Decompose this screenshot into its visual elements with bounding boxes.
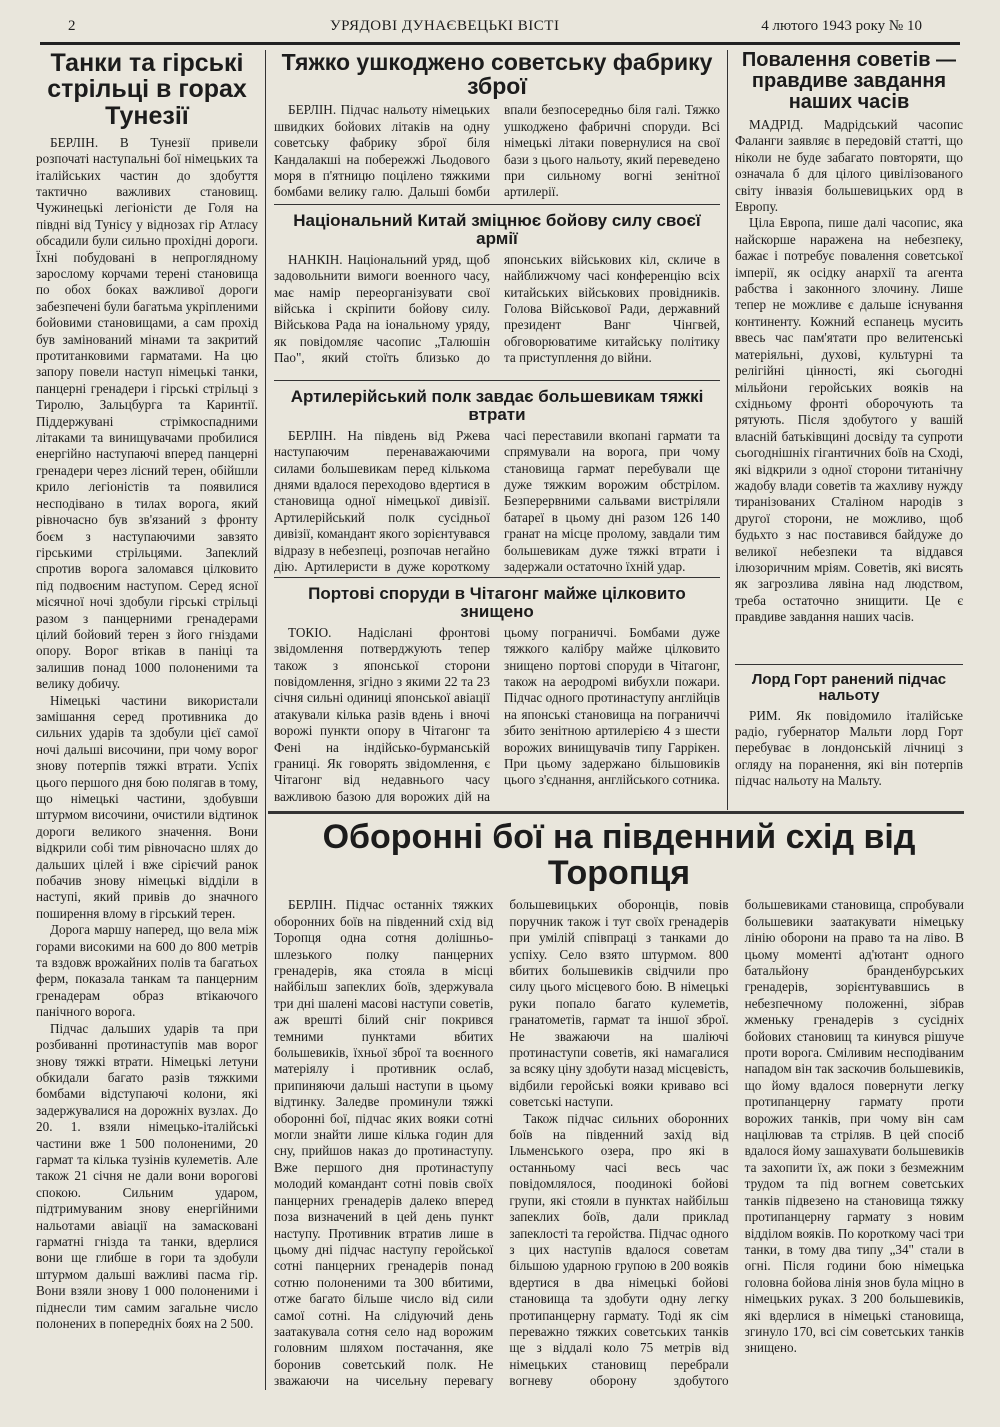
page-number: 2 bbox=[68, 18, 76, 34]
headline-chittagong: Портові споруди в Чітагонг майже цілковито знищено bbox=[308, 585, 686, 621]
tanks-paragraph-2: Німецькі частини використали замішання серед противника до сильних ударів та здобули цієї самої ночі дальші височини, при чому ворог знову потерпів тяжкі втрати. Успіх цього першого дня бою полягав в тому, що німецькі частини, здобувши штурмом височини, очистили відтинок дороги великого значення. Вони відкрили собі тим рівночасно шлях до дальших цілей і вже сірієчий ранок побачив знову німецькі відділи в наступі, який привів до значного поширення вломy в гірський терен. bbox=[36, 692, 258, 921]
page-header bbox=[40, 14, 960, 42]
toropets-paragraph-1: БЕРЛІН. Підчас останніх тяжких оборонних боїв на південний схід від Торопця одна сотня долішньо-шлезького полку панцерних гренадерів, яка стояла в місці найбільш запеклих боїв, здержувала три дні шалені масові наступи советів, аж врешті білий сніг покрився темними пунктами вбитих большевиків, їхньої зброї та воєнного матеріялу і противник ослаб, припиняючи дальші наступи в цьому відтинку. Заледве проминули тяжкі оборонні бої, підчас яких вояки сотні могли знайти лише кілька годин для сну, прийшов наказ до протинаступу. Вже першого дня протинаступу молодий командант сотні повів своїх панцерних гренадерів далеко вперед поза визначений в цей день пункт наступу. Противник втратив лише в цьому дні підчас наступу геройської сотні панцерних гренадерів понад сотню полоненими та 300 вбитими, отже багато більше число від сили самої сотні. На слідуючий день заатакувала сотня село над ворожим головним шляхом постачання, яке боронив советський полк. Не зважаючи на чисельну перевагу большевицьких оборонців, повів поручник також і тут своїх гренадерів при умілій співпраці з танками до успіху. Село взято штурмом. 800 вбитих большевиків свідчили про силу цього місцевого бою. В німецькі руки попало багато кулеметів, гранатометів, гармат та іншої зброї. Не зважаючи на шаліючі протинаступи советів, які намагалися за всяку ціну здобути назад місцевість, відбили геройські вояки криваво всі советські наступи. bbox=[274, 897, 729, 1389]
article-tanks bbox=[36, 50, 258, 1390]
rule-soviets bbox=[735, 664, 963, 665]
article-chittagong bbox=[274, 585, 720, 803]
issue-date: 4 лютого 1943 року № 10 bbox=[761, 18, 922, 34]
factory-text: БЕРЛІН. Підчас нальоту німецьких швидких бойових літаків на одну советську фабрику зброї біля Кандалакші на побережжі Льодового моря в п'ятницю поцілено тяжкими бомбами велику галю. Дальші бомби впали безпосередньо біля галі. Тяжко ушкоджено фабричні споруди. Всі німецькі літаки повернулися на свої бази з цього нальоту, який переведено при сильному вогні зенітної артилерії. bbox=[274, 102, 720, 200]
paper-title: УРЯДОВІ ДУНАЄВЕЦЬКІ ВІСТІ bbox=[330, 18, 560, 34]
tanks-paragraph-3: Дорога маршу наперед, що вела між горами високими на 600 до 800 метрів та вздовж врожайних полів та багатьох ферм, показала танкам та панцерним гренадерам образ втікаючого панічного ворога. bbox=[36, 922, 258, 1020]
tanks-paragraph-1: БЕРЛІН. В Тунезії привели розпочаті наступальні бої німецьких та італійських частин до здобуття тактично важливих становищ. Чужинецькі легіоністи де Голя на півдні від Тунісу у віднозах гір Атласу обсадили були сильно прохідні дороги. Їхні побудовані в непроглядному зарослому корчами терені становища по обох боках важливої дороги забезпечені були багатьма укріпленими бойовими становищами, а сам прохід був замінований мінами та закритий протитанковими гарматами. На цю запору повели наступ німецькі танки, панцерні гренадери і гірські стрільці з Тиролю, Зальцбурга та Каринтії. Піддержувані стрімкоспадними літаками та винищувачами пробилися енергійно наступаючі вперед панцерні гренадери через лісний терен, обійшли крило легіоністів та появилися несподівано в тилах ворога, який рівночасно був зв'язаний з фронту боєм з наступаючими завзято гірськими стрільцями. Запеклий спротив ворога заломався цілковито під подвоєним наступом. Серед ясної місячної ночі здобули гірські стрільці разом з панцерними гренадерами цілий бойовий терен з його гніздами опору. Ворог втікав в паніці та залишив понад 1000 полоненими та велику добичу. bbox=[36, 134, 258, 692]
rule-artillery bbox=[274, 577, 720, 578]
soviets-paragraph-2: Ціла Европа, пише далі часопис, яка найскорше наражена на небезпеку, бажає і потребує повалення советської імперії, як осідку анархії та агента рабства і законного злочину. Лише тепер не можливе є дальше існування континенту. Кожний еспанець мусить ввесь час пам'ятати про велитенські матеріяльні, духові, культурні та релігійні цінності, які сьогодні мільйони геройських вояків на східньому фронті оборочують та рятують. Після здобутого у вашій власній батьківщині досвіду та супроти сьогоднішніх гігантичних боїв на Сході, які відкрили з одної сторони титанічну жадобу влади советів та жахливу нужду тиранізованих Сталіном народів з другої сторони, не можливо, щоб будьхто з нас поставився байдуже до великої небезпеки та віддався ілюзоричним мріям. Советів, які висять як загрозлива лявіна над людством, треба остаточно знищити. Це є правдиве завдання наших часів. bbox=[735, 215, 963, 625]
article-factory bbox=[274, 50, 720, 200]
article-china bbox=[274, 212, 720, 377]
gort-text: РИМ. Як повідомило італійське радіо, губернатор Мальти лорд Горт перебуває в лондонській лічниці з огляду на поранення, які він потерпів підчас нальоту на Мальту. bbox=[735, 707, 963, 789]
headline-tanks: Танки та гірські стрільці в горах Тунезії bbox=[47, 50, 247, 130]
rule-bottom-section bbox=[268, 811, 964, 814]
headline-factory: Тяжко ушкоджено советську фабрику зброї bbox=[281, 50, 713, 100]
tanks-paragraph-4: Підчас дальших ударів та при розбиванні протинаступів мав ворог знову тяжкі втрати. Німецькі летуни обкидали багато разів тяжкими бомбами відступаючі колони, які задержувалися на дорожніх вузлах. До 20. 1. взяли німецько-італійські частини вже 1 500 полоненими, 20 гармат та кілька тузінів кулеметів. Але також 21 січня не дали вони ворогові спокою. Сильним ударом, підтримуваним знову енергійними нальотами авіації на замасковані гарматні гнізда та танки, вдерлися вони ще глибше в гори та здобули штурмом дальші важливі пасма гір. Вони взяли знову 1 000 полоненими і піднесли тим самим загальне число полонених в попередніх боях на 2 500. bbox=[36, 1020, 258, 1331]
headline-soviets: Повалення советів —правдиве завдання наших часів bbox=[741, 50, 957, 113]
header-rule bbox=[40, 42, 960, 45]
soviets-paragraph-1: МАДРІД. Мадрідський часопис Фаланги заявляє в передовій статті, що ніколи не буде забагато повторяти, що означала б для цілого цивілізованого світу інвазія большевицьких орд в Европу. bbox=[735, 117, 963, 215]
rule-china bbox=[274, 380, 720, 381]
column-rule-left bbox=[265, 50, 266, 1390]
article-soviets bbox=[735, 50, 963, 660]
china-text: НАНКІН. Національний уряд, щоб задовольнити вимоги военного часу, має намір переорганізувати свої війська і скріпити бойову силу. Військова Рада на іональному уряду, як повідомляє часопис „Талюшін Пао", який стоїть близько до японських військових кіл, скличе в найближчому часі конференцію всіх китайських військових провідників. Голова Військової Ради, державний президент Ванг Чінгвей, обговорюватиме китайську політику та приступлення до війни. bbox=[274, 251, 720, 366]
artillery-text: БЕРЛІН. На південь від Ржева наступаючим перенаважаючими силами большевикам перед кількома днями вдалося переходово вдертися в становища одної німецької дивізії. Артилерійський полк сусідньої дивізії, командант якого зорієнтувався відразу в небезпеці, розпочав негайно дію. Артилеристи в дуже короткому часі переставили вкопані гармати та спрямували на ворога, при чому становища гармат перебували ще дуже тяжким ворожим обстрілом. Безперервними сальвами вистріляли батареї в цьому дні разом 126 140 гранат на місце пролому, завдали тим большевикам дуже тяжкі втрати і задержали остаточно їхній удар. bbox=[274, 427, 720, 574]
rule-factory bbox=[274, 204, 720, 205]
headline-china: Національний Китай зміцнює бойову силу своєї армії bbox=[293, 212, 701, 248]
headline-artillery: Артилерійський полк завдає большевикам тяжкі втрати bbox=[290, 388, 704, 424]
chittagong-text: ТОКІО. Надіслані фронтові звідомлення потверджують тепер також з японської сторони повідомлення, згідно з якими 22 та 23 січня сильні одиниці японської авіації атакували кілька разів вдень і вночі ворожі пункти опору в Чітагонг та Фені на індійсько-бурманській границі. Як говорять звідомлення, є Чітагонг від недавнього часу важливою базою для ворожих дій на цьому пограниччі. Бомбами дуже тяжкого калібру майже цілковито знищено портові споруди в Чітагонг, також на аеродромі вибухли пожари. Підчас одного протинаступу англійців на японські становища на пограниччі збито зенітною артилерією 4 з шести ворожих винищувачів типу Гаррікен. При цьому задержано більшовиків цього з'єднання, англійського сотника. bbox=[274, 624, 720, 803]
column-rule-right bbox=[727, 50, 728, 810]
toropets-text bbox=[274, 897, 964, 1389]
headline-gort: Лорд Горт ранений підчас нальоту bbox=[751, 672, 947, 704]
headline-toropets: Оборонні бої на південний схід від Торопця bbox=[322, 820, 916, 892]
article-artillery bbox=[274, 388, 720, 574]
toropets-paragraph-2: Також підчас сильних оборонних боїв на південний захід від Ільменського озера, про які в останньому часі весь час повідомлялося, поодинокі бойові групи, які стояли в пунктах найбільш запеклих боїв, дали приклад запеклості та геройства. Підчас одного з цих наступів вдалося советам більшою ударною групою в 200 вояків вдертися в два німецькі бойові становища та здобути одну легку протипанцерну гармату. Тоді як сім переважно тяжких советських танків ще з віддалі коло 75 метрів від німецьких становищ перебрали вогневу оборону здобутого большевиками становища, спробували большевики заатакувати німецьку лінію оборони на право та на ліво. В цьому моменті ад'ютант одного батальйону бранденбурських гренадерів, зорієнтувавшись в небезпечному положенні, зібрав жменьку гренадерів з сусідніх бойових становищ та кинувся рішуче проти ворога. Сміливим несподіваним нападом він так заскочив большевиків, що йому вдалося повернути легку протипанцерну гармату проти ворожих танків, при чому він сам націлював та стріляв. В цей спосіб вдалося йому зашахувати большевиків та захопити їх, аж поки з безмежним трудом та під вогнем советських танків підвезено на становища тяжку протипанцерну гармату з новим відділом вояків. По короткому часі три танки, в тому два типу „34" стали в огні. Після години бою німецька головна бойова лінія знов була міцно в німецьких руках. З 200 большевиків, які вдерлися в німецькі становища, згинуло 170, всі сім советських танків знищено. bbox=[509, 897, 964, 1389]
article-gort bbox=[735, 672, 963, 807]
article-toropets bbox=[274, 820, 964, 1390]
